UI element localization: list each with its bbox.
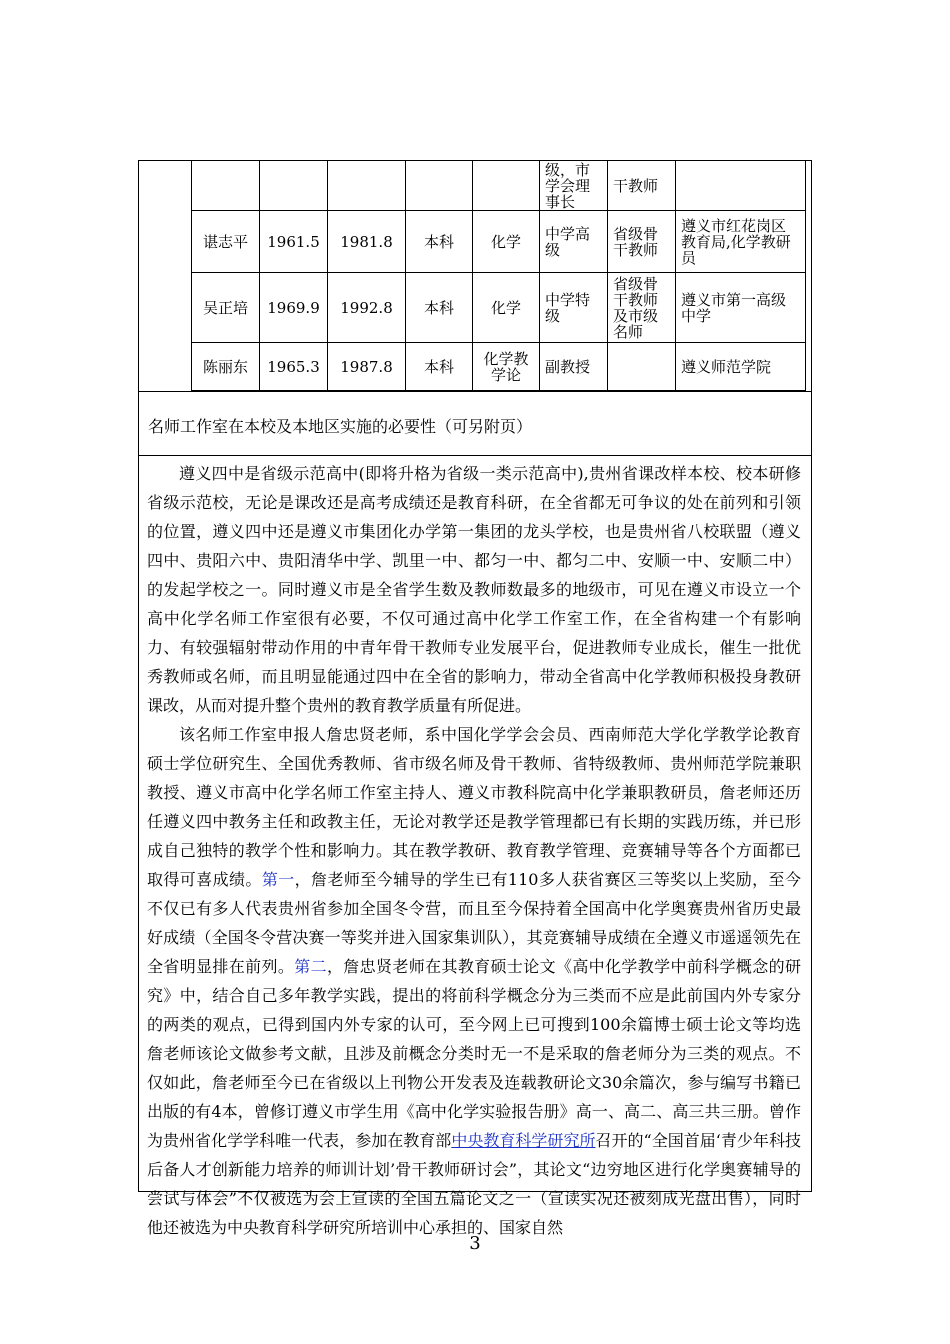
member-education: 本科 <box>406 211 473 273</box>
table-row <box>192 211 806 273</box>
member-unit: 遵义师范学院 <box>676 343 806 391</box>
member-education: 本科 <box>406 343 473 391</box>
member-major: 化学教学论 <box>473 343 540 391</box>
member-major <box>473 161 540 211</box>
highlight-second: 第二 <box>294 957 327 976</box>
member-title: 中学特级 <box>540 273 608 343</box>
member-birth: 1969.9 <box>260 273 328 343</box>
institute-link[interactable]: 中央教育科学研究所 <box>451 1131 596 1150</box>
member-honor: 省级骨干教师 <box>608 211 676 273</box>
paragraph: 遵义四中是省级示范高中(即将升格为省级一类示范高中),贵州省课改样本校、校本研修省级示范校，无论是课改还是高考成绩还是教育科研，在全省都无可争议的处在前列和引领的位置，遵义四中还是遵义市集团化办学第一集团的龙头学校，也是贵州省八校联盟（遵义四中、贵阳六中、贵阳清华中学、凯里一中、都匀一中、都匀二中、安顺一中、安顺二中）的发起学校之一。同时遵义市是全省学生数及教师数最多的地级市，可见在遵义市设立一个高中化学名师工作室很有必要，不仅可通过高中化学工作室工作，在全省构建一个有影响力、有较强辐射带动作用的中青年骨干教师专业发展平台，促进教师专业成长，催生一批优秀教师或名师，而且明显能通过四中在全省的影响力，带动全省高中化学教师积极投身教研课改，从而对提升整个贵州的教育教学质量有所促进。 <box>147 464 801 715</box>
member-unit <box>676 161 806 211</box>
member-title: 副教授 <box>540 343 608 391</box>
member-work-start: 1987.8 <box>328 343 406 391</box>
team-member-table <box>191 160 806 391</box>
member-birth: 1961.5 <box>260 211 328 273</box>
member-major: 化学 <box>473 211 540 273</box>
paragraph-text: 召开的“全国首届‘青少年科技后备人才创新能力培养的师训计划’骨干教师研讨会”，其论文“边穷地区进行化学奥赛辅导的尝试与体会”不仅被选为会上宣读的全国五篇论文之一（宣读实况还被刻成光盘出售），同时他还被选为中央教育科学研究所培训中心承担的、国家自然 <box>147 1131 801 1237</box>
paragraph-text: 该名师工作室申报人詹忠贤老师，系中国化学学会会员、西南师范大学化学教学论教育硕士学位研究生、全国优秀教师、省市级名师及骨干教师、省特级教师、贵州师范学院兼职教授、遵义市高中化学名师工作室主持人、遵义市教科院高中化学兼职教研员，詹老师还历任遵义四中教务主任和政教主任，无论对教学还是教学管理都已有长期的实践历练，并已形成自己独特的教学个性和影响力。其在教学教研、教育教学管理、竞赛辅导等各个方面都已取得可喜成绩。 <box>147 725 801 889</box>
member-work-start <box>328 161 406 211</box>
member-name: 陈丽东 <box>192 343 260 391</box>
table-row <box>192 273 806 343</box>
member-birth <box>260 161 328 211</box>
highlight-first: 第一 <box>261 870 295 889</box>
table-row <box>192 161 806 211</box>
member-name: 吴正培 <box>192 273 260 343</box>
member-major: 化学 <box>473 273 540 343</box>
member-birth: 1965.3 <box>260 343 328 391</box>
paragraph-text: ，詹忠贤老师在其教育硕士论文《高中化学教学中前科学概念的研究》中，结合自己多年教学实践，提出的将前科学概念分为三类而不应是此前国内外专家分的两类的观点，已得到国内外专家的认可，至今网上已可搜到100余篇博士硕士论文等均选詹老师该论文做参考文献，且涉及前概念分类时无一不是采取的詹老师分为三类的观点。不仅如此，詹老师至今已在省级以上刊物公开发表及连载教研论文30余篇次，参与编写书籍已出版的有4本，曾修订遵义市学生用《高中化学实验报告册》高一、高二、高三共三册。曾作为贵州省化学学科唯一代表，参加在教育部 <box>147 957 801 1150</box>
member-education <box>406 161 473 211</box>
table-row <box>192 343 806 391</box>
member-honor: 省级骨干教师及市级名师 <box>608 273 676 343</box>
member-name <box>192 161 260 211</box>
member-work-start: 1992.8 <box>328 273 406 343</box>
paragraph <box>147 720 801 1242</box>
member-title: 中学高级 <box>540 211 608 273</box>
section-title: 名师工作室在本校及本地区实施的必要性（可另附页） <box>148 417 533 436</box>
member-name: 谌志平 <box>192 211 260 273</box>
member-unit: 遵义市第一高级中学 <box>676 273 806 343</box>
section-heading <box>138 391 812 456</box>
paragraph-text: ，詹老师至今辅导的学生已有110多人获省赛区三等奖以上奖励，至今不仅已有多人代表贵州省参加全国冬令营，而且至今保持着全国高中化学奥赛贵州省历史最好成绩（全国冬令营决赛一等奖并进入国家集训队），其竞赛辅导成绩在全遵义市遥遥领先在全省明显排在前列。 <box>147 870 801 976</box>
member-work-start: 1981.8 <box>328 211 406 273</box>
necessity-text <box>147 459 801 1242</box>
member-title: 级，市学会理事长 <box>540 161 608 211</box>
member-education: 本科 <box>406 273 473 343</box>
member-unit: 遵义市红花岗区教育局,化学教研员 <box>676 211 806 273</box>
member-honor <box>608 343 676 391</box>
page-number: 3 <box>469 1233 481 1254</box>
member-honor: 干教师 <box>608 161 676 211</box>
